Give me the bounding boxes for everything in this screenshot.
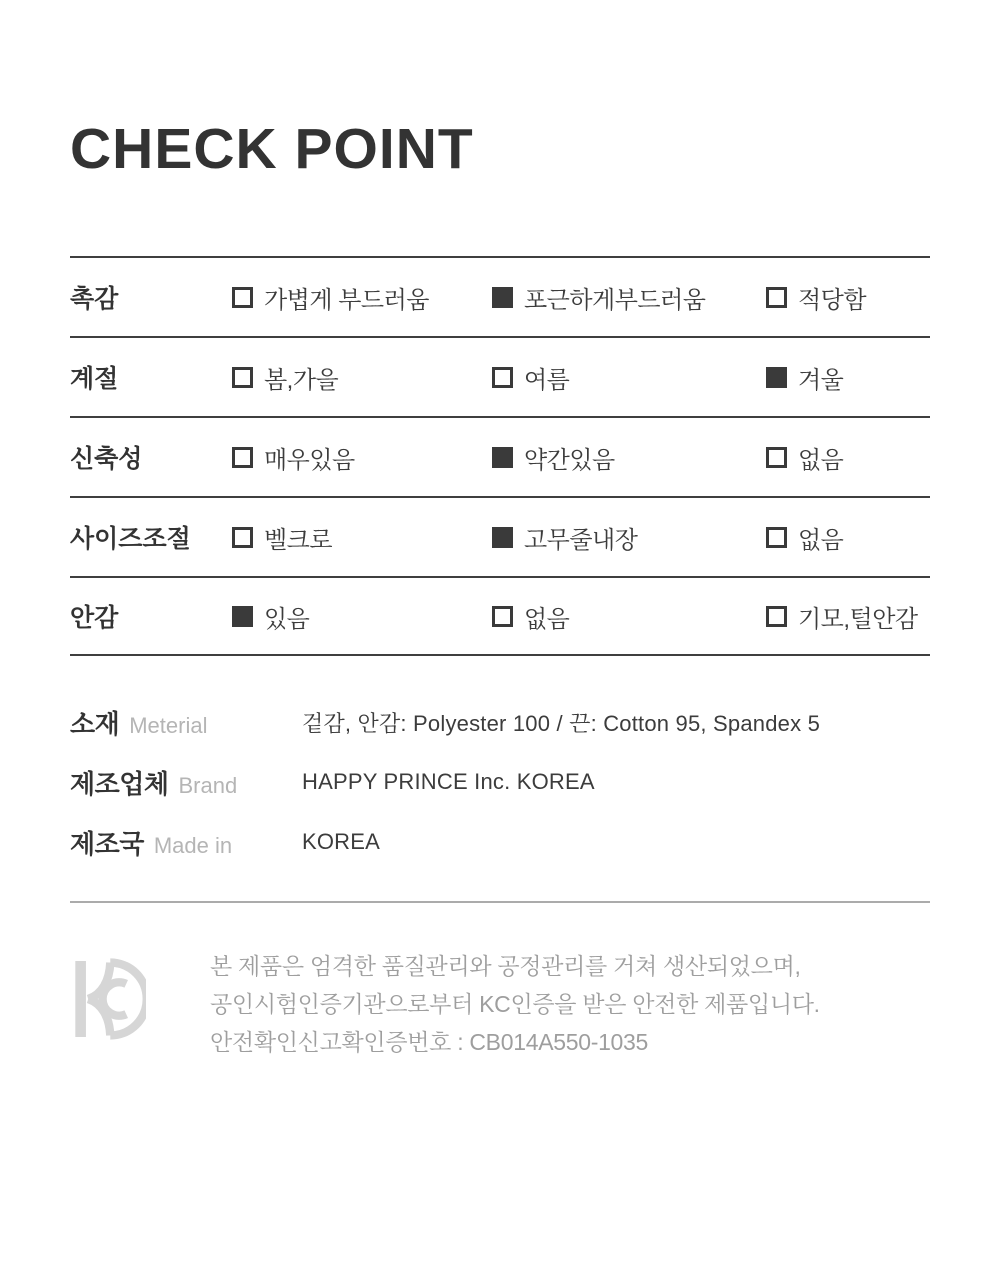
option-cell [766,280,930,315]
option-label: 없음 [524,605,570,633]
info-label [70,824,302,861]
option-cell [492,360,766,395]
option-cell [232,599,492,634]
option-label: 고무줄내장 [524,526,638,554]
info-value: 겉감, 안감: Polyester 100 / 끈: Cotton 95, Spandex 5 [302,710,821,736]
info-label-en: Brand [178,772,238,798]
option-label: 약간있음 [524,446,615,474]
checkbox-icon [232,606,253,627]
row-label: 사이즈조절 [70,525,191,553]
info-value: HAPPY PRINCE Inc. KOREA [302,769,595,794]
certification-line: 공인시험인증기관으로부터 KC인증을 받은 안전한 제품입니다. [210,991,820,1017]
option-cell [766,520,930,555]
option-label: 겨울 [798,366,844,394]
checkbox-icon [492,367,513,388]
info-label-ko: 제조업체 [70,768,169,799]
row-label: 계절 [70,365,119,393]
info-row-brand [70,752,930,812]
option-cell [492,599,766,634]
checkbox-icon [232,447,253,468]
info-value: KOREA [302,829,381,854]
info-label-ko: 제조국 [70,828,144,859]
info-label-ko: 소재 [70,708,120,739]
option-cell [232,520,492,555]
option-label: 없음 [798,526,844,554]
option-cell [766,599,930,634]
option-cell [766,440,930,475]
checkbox-icon [766,287,787,308]
certification-text [210,947,820,1061]
option-cell [232,360,492,395]
row-label: 안감 [70,604,119,632]
row-label: 신축성 [70,445,143,473]
option-cell [492,280,766,315]
info-row-material [70,692,930,752]
option-label: 가볍게 부드러움 [264,286,429,314]
checkbox-icon [492,527,513,548]
option-cell [492,440,766,475]
checkbox-icon [232,287,253,308]
option-label: 봄,가을 [264,366,339,394]
checkpoint-table [70,256,930,656]
info-label-en: Meterial [129,712,208,738]
option-label: 적당함 [798,286,867,314]
table-row-season [70,336,930,416]
info-row-made-in [70,812,930,872]
option-label: 매우있음 [264,446,355,474]
certification-line: 본 제품은 엄격한 품질관리와 공정관리를 거쳐 생산되었으며, [210,953,801,979]
option-label: 있음 [264,605,310,633]
section-divider [70,901,930,903]
page-title: CHECK POINT [70,117,474,181]
option-label: 없음 [798,446,844,474]
checkbox-icon [766,367,787,388]
checkbox-icon [766,527,787,548]
checkbox-icon [492,447,513,468]
info-label [70,764,302,801]
product-checkpoint-sheet [0,116,1000,1276]
option-label: 포근하게부드러움 [524,286,706,314]
row-label: 촉감 [70,285,119,313]
option-label: 여름 [524,366,570,394]
table-row-texture [70,256,930,336]
table-row-elasticity [70,416,930,496]
certification-section [70,947,930,1061]
info-label-en: Made in [153,832,233,858]
option-label: 벨크로 [264,526,333,554]
checkbox-icon [492,287,513,308]
checkbox-icon [232,367,253,388]
checkbox-icon [492,606,513,627]
info-label [70,704,302,741]
checkbox-icon [232,527,253,548]
table-row-lining [70,576,930,656]
option-cell [766,360,930,395]
option-cell [232,440,492,475]
checkbox-icon [766,606,787,627]
kc-certification-icon [70,953,146,1045]
option-label: 기모,털안감 [798,605,918,633]
checkbox-icon [766,447,787,468]
table-row-size-adjust [70,496,930,576]
option-cell [492,520,766,555]
product-info-section [70,692,930,872]
certification-line: 안전확인신고확인증번호 : CB014A550-1035 [210,1029,649,1055]
option-cell [232,280,492,315]
